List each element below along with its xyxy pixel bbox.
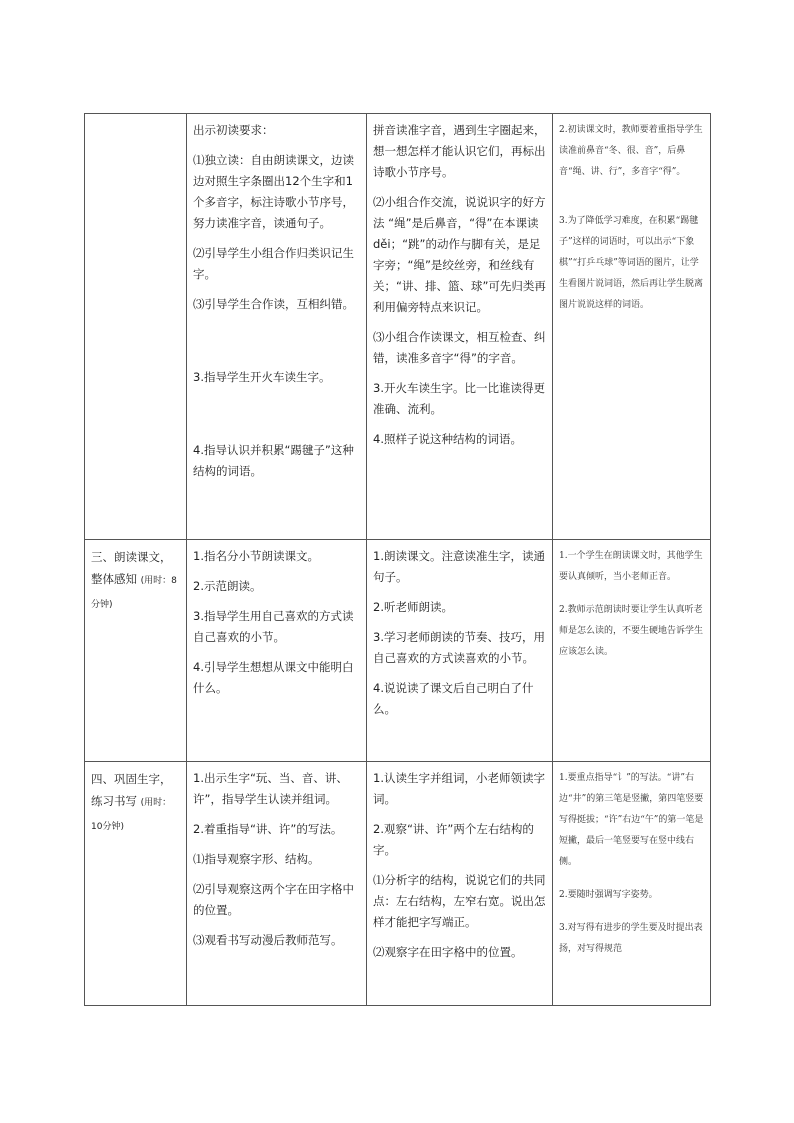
teacher-step: ⑴指导观察字形、结构。 <box>193 852 320 866</box>
design-note: 2.教师示范朗读时要让学生认真听老师是怎么读的，不要生硬地告诉学生应该怎么读。 <box>559 605 704 657</box>
stage-cell <box>85 540 187 762</box>
design-notes-cell <box>553 762 711 1006</box>
design-note: 1.要重点指导“讠”的写法。“讲”右边“井”的第三笔是竖撇，第四笔竖要写得挺拔；“许”右边“午”的第一笔是短撇，最后一笔竖要写在竖中线右侧。 <box>559 773 704 867</box>
design-note: 3.对写得有进步的学生要及时提出表扬，对写得规范 <box>559 923 703 954</box>
student-step: 1.朗读课文。注意读准生字，读通句子。 <box>373 549 545 584</box>
stage-cell <box>85 762 187 1006</box>
teacher-activity-cell <box>187 540 367 762</box>
stage-title: 三、朗读课文，整体感知 <box>91 550 172 586</box>
teacher-step: ⑵引导观察这两个字在田字格中的位置。 <box>193 882 354 917</box>
teacher-step: 2.着重指导“讲、许”的写法。 <box>193 822 343 836</box>
table-row <box>85 540 711 762</box>
teacher-step: ⑶引导学生合作读，互相纠错。 <box>193 297 354 311</box>
table-row <box>85 762 711 1006</box>
student-step: 1.认读生字并组词，小老师领读字词。 <box>373 771 545 806</box>
teacher-step: 3.指导学生用自己喜欢的方式读自己喜欢的小节。 <box>193 609 354 644</box>
design-note: 1.一个学生在朗读课文时，其他学生要认真倾听，当小老师正音。 <box>559 551 703 582</box>
teacher-step: ⑶观看书写动漫后教师范写。 <box>193 933 343 947</box>
stage-title: 四、巩固生字，练习书写 <box>91 772 172 808</box>
design-notes-cell <box>553 540 711 762</box>
design-notes-cell <box>553 114 711 540</box>
student-step: ⑵观察字在田字格中的位置。 <box>373 945 523 959</box>
teacher-step: 3.指导学生开火车读生字。 <box>193 370 331 384</box>
teacher-step: 1.出示生字“玩、当、音、讲、许”，指导学生认读并组词。 <box>193 771 348 806</box>
student-activity-cell <box>367 114 553 540</box>
student-step: 3.学习老师朗读的节奏、技巧，用自己喜欢的方式读喜欢的小节。 <box>373 630 545 665</box>
stage-time: (用时：10分钟) <box>91 798 172 832</box>
teacher-step: 1.指名分小节朗读课文。 <box>193 549 319 563</box>
teacher-step: ⑵引导学生小组合作归类识记生字。 <box>193 246 354 281</box>
teacher-step: 2.示范朗读。 <box>193 579 262 593</box>
teacher-activity-cell <box>187 114 367 540</box>
student-step: ⑵小组合作交流，说说识字的好方法 “绳”是后鼻音，“得”在本课读 děi；“跳”的动作与脚有关，是足字旁；“绳”是绞丝旁，和丝线有关；“讲、排、篮、球”可先归类再利用偏旁特点来识记。 <box>373 195 546 314</box>
design-note: 2.初读课文时，教师要着重指导学生读准前鼻音“冬、很、音”，后鼻音“绳、讲、行”，多音字“得”。 <box>559 125 703 177</box>
student-step: 2.观察“讲、许”两个左右结构的字。 <box>373 822 534 857</box>
student-step: 2.听老师朗读。 <box>373 600 453 614</box>
teacher-step: 4.指导认识并积累“踢毽子”这种结构的词语。 <box>193 443 354 478</box>
student-activity-cell <box>367 540 553 762</box>
student-step: ⑶小组合作读课文，相互检查、纠错，读准多音字“得”的字音。 <box>373 330 546 365</box>
teacher-step: 出示初读要求： <box>193 123 274 137</box>
student-step: 4.说说读了课文后自己明白了什么。 <box>373 681 534 716</box>
lesson-plan-table <box>84 113 711 1006</box>
student-step: 4.照样子说这种结构的词语。 <box>373 432 522 446</box>
teacher-step: ⑴独立读：自由朗读课文，边读边对照生字条圈出12个生字和1个多音字，标注诗歌小节序号，努力读准字音，读通句子。 <box>193 153 354 230</box>
student-step: ⑴分析字的结构，说说它们的共同点：左右结构，左窄右宽。说出怎样才能把字写端正。 <box>373 873 546 929</box>
design-note: 2.要随时强调写字姿势。 <box>559 890 658 900</box>
student-step: 3.开火车读生字。比一比谁读得更准确、流利。 <box>373 381 545 416</box>
student-activity-cell <box>367 762 553 1006</box>
student-step: 拼音读准字音，遇到生字圈起来，想一想怎样才能认识它们，再标出诗歌小节序号。 <box>373 123 546 179</box>
stage-time: (用时：8分钟) <box>91 576 177 610</box>
stage-cell <box>85 114 187 540</box>
design-note: 3.为了降低学习难度，在积累“踢毽子”这样的词语时，可以出示“下象棋”“打乒乓球”等词语的图片，让学生看图片说词语，然后再让学生脱离图片说说这样的词语。 <box>559 216 704 310</box>
teacher-step: 4.引导学生想想从课文中能明白什么。 <box>193 660 354 695</box>
table-row <box>85 114 711 540</box>
teacher-activity-cell <box>187 762 367 1006</box>
